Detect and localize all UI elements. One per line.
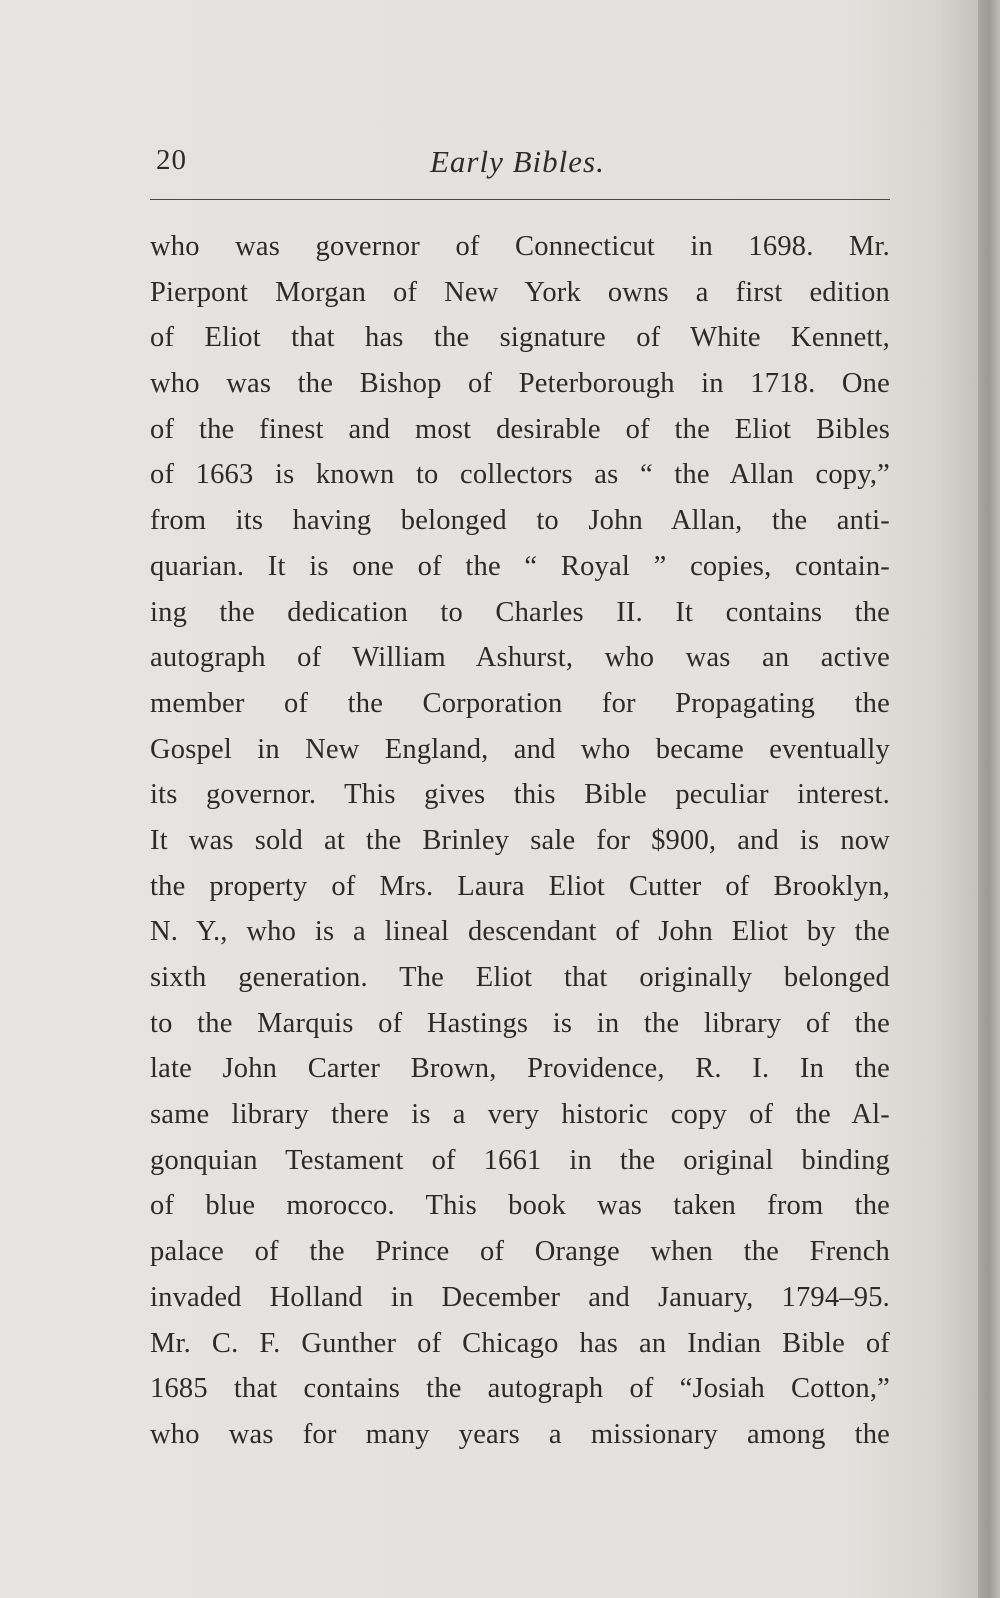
text-line: 1685 that contains the autograph of “Josiah Cotton,” bbox=[150, 1373, 890, 1405]
text-line: of 1663 is known to collectors as “ the Allan copy,” bbox=[150, 459, 890, 491]
running-title: Early Bibles. bbox=[430, 144, 605, 179]
text-line: of Eliot that has the signature of White Kennett, bbox=[150, 322, 890, 354]
body-text bbox=[150, 224, 890, 1458]
text-line: autograph of William Ashurst, who was an active bbox=[150, 642, 890, 674]
text-line: late John Carter Brown, Providence, R. I. In the bbox=[150, 1053, 890, 1085]
text-line: sixth generation. The Eliot that originally belonged bbox=[150, 962, 890, 993]
page-number: 20 bbox=[156, 144, 187, 176]
text-line: Pierpont Morgan of New York owns a first edition bbox=[150, 276, 890, 308]
text-line: its governor. This gives this Bible peculiar interest. bbox=[150, 779, 890, 811]
text-line: to the Marquis of Hastings is in the library of the bbox=[150, 1007, 890, 1039]
text-line: ing the dedication to Charles II. It contains the bbox=[150, 596, 890, 628]
text-line: invaded Holland in December and January, 1794–95. bbox=[150, 1281, 890, 1313]
page-edge-shadow bbox=[978, 0, 1000, 1598]
text-line: N. Y., who is a lineal descendant of John Eliot by the bbox=[150, 916, 890, 948]
text-line: the property of Mrs. Laura Eliot Cutter of Brooklyn, bbox=[150, 870, 890, 902]
text-line: from its having belonged to John Allan, the anti- bbox=[150, 505, 890, 537]
text-line: member of the Corporation for Propagating the bbox=[150, 687, 890, 719]
text-line: who was for many years a missionary among the bbox=[150, 1418, 890, 1450]
text-line: same library there is a very historic copy of the Al- bbox=[150, 1099, 890, 1131]
text-line: who was governor of Connecticut in 1698. Mr. bbox=[150, 231, 890, 262]
text-line: palace of the Prince of Orange when the French bbox=[150, 1236, 890, 1268]
text-line: It was sold at the Brinley sale for $900, and is now bbox=[150, 824, 890, 856]
text-line: gonquian Testament of 1661 in the original binding bbox=[150, 1144, 890, 1176]
header-rule bbox=[150, 199, 890, 200]
text-line: Mr. C. F. Gunther of Chicago has an Indian Bible of bbox=[150, 1327, 890, 1359]
text-line: quarian. It is one of the “ Royal ” copies, contain- bbox=[150, 550, 890, 582]
text-line: who was the Bishop of Peterborough in 1718. One bbox=[150, 368, 890, 400]
page-header bbox=[150, 140, 890, 190]
text-line: Gospel in New England, and who became eventually bbox=[150, 733, 890, 765]
text-line: of the finest and most desirable of the Eliot Bibles bbox=[150, 413, 890, 445]
text-line: of blue morocco. This book was taken from the bbox=[150, 1190, 890, 1222]
